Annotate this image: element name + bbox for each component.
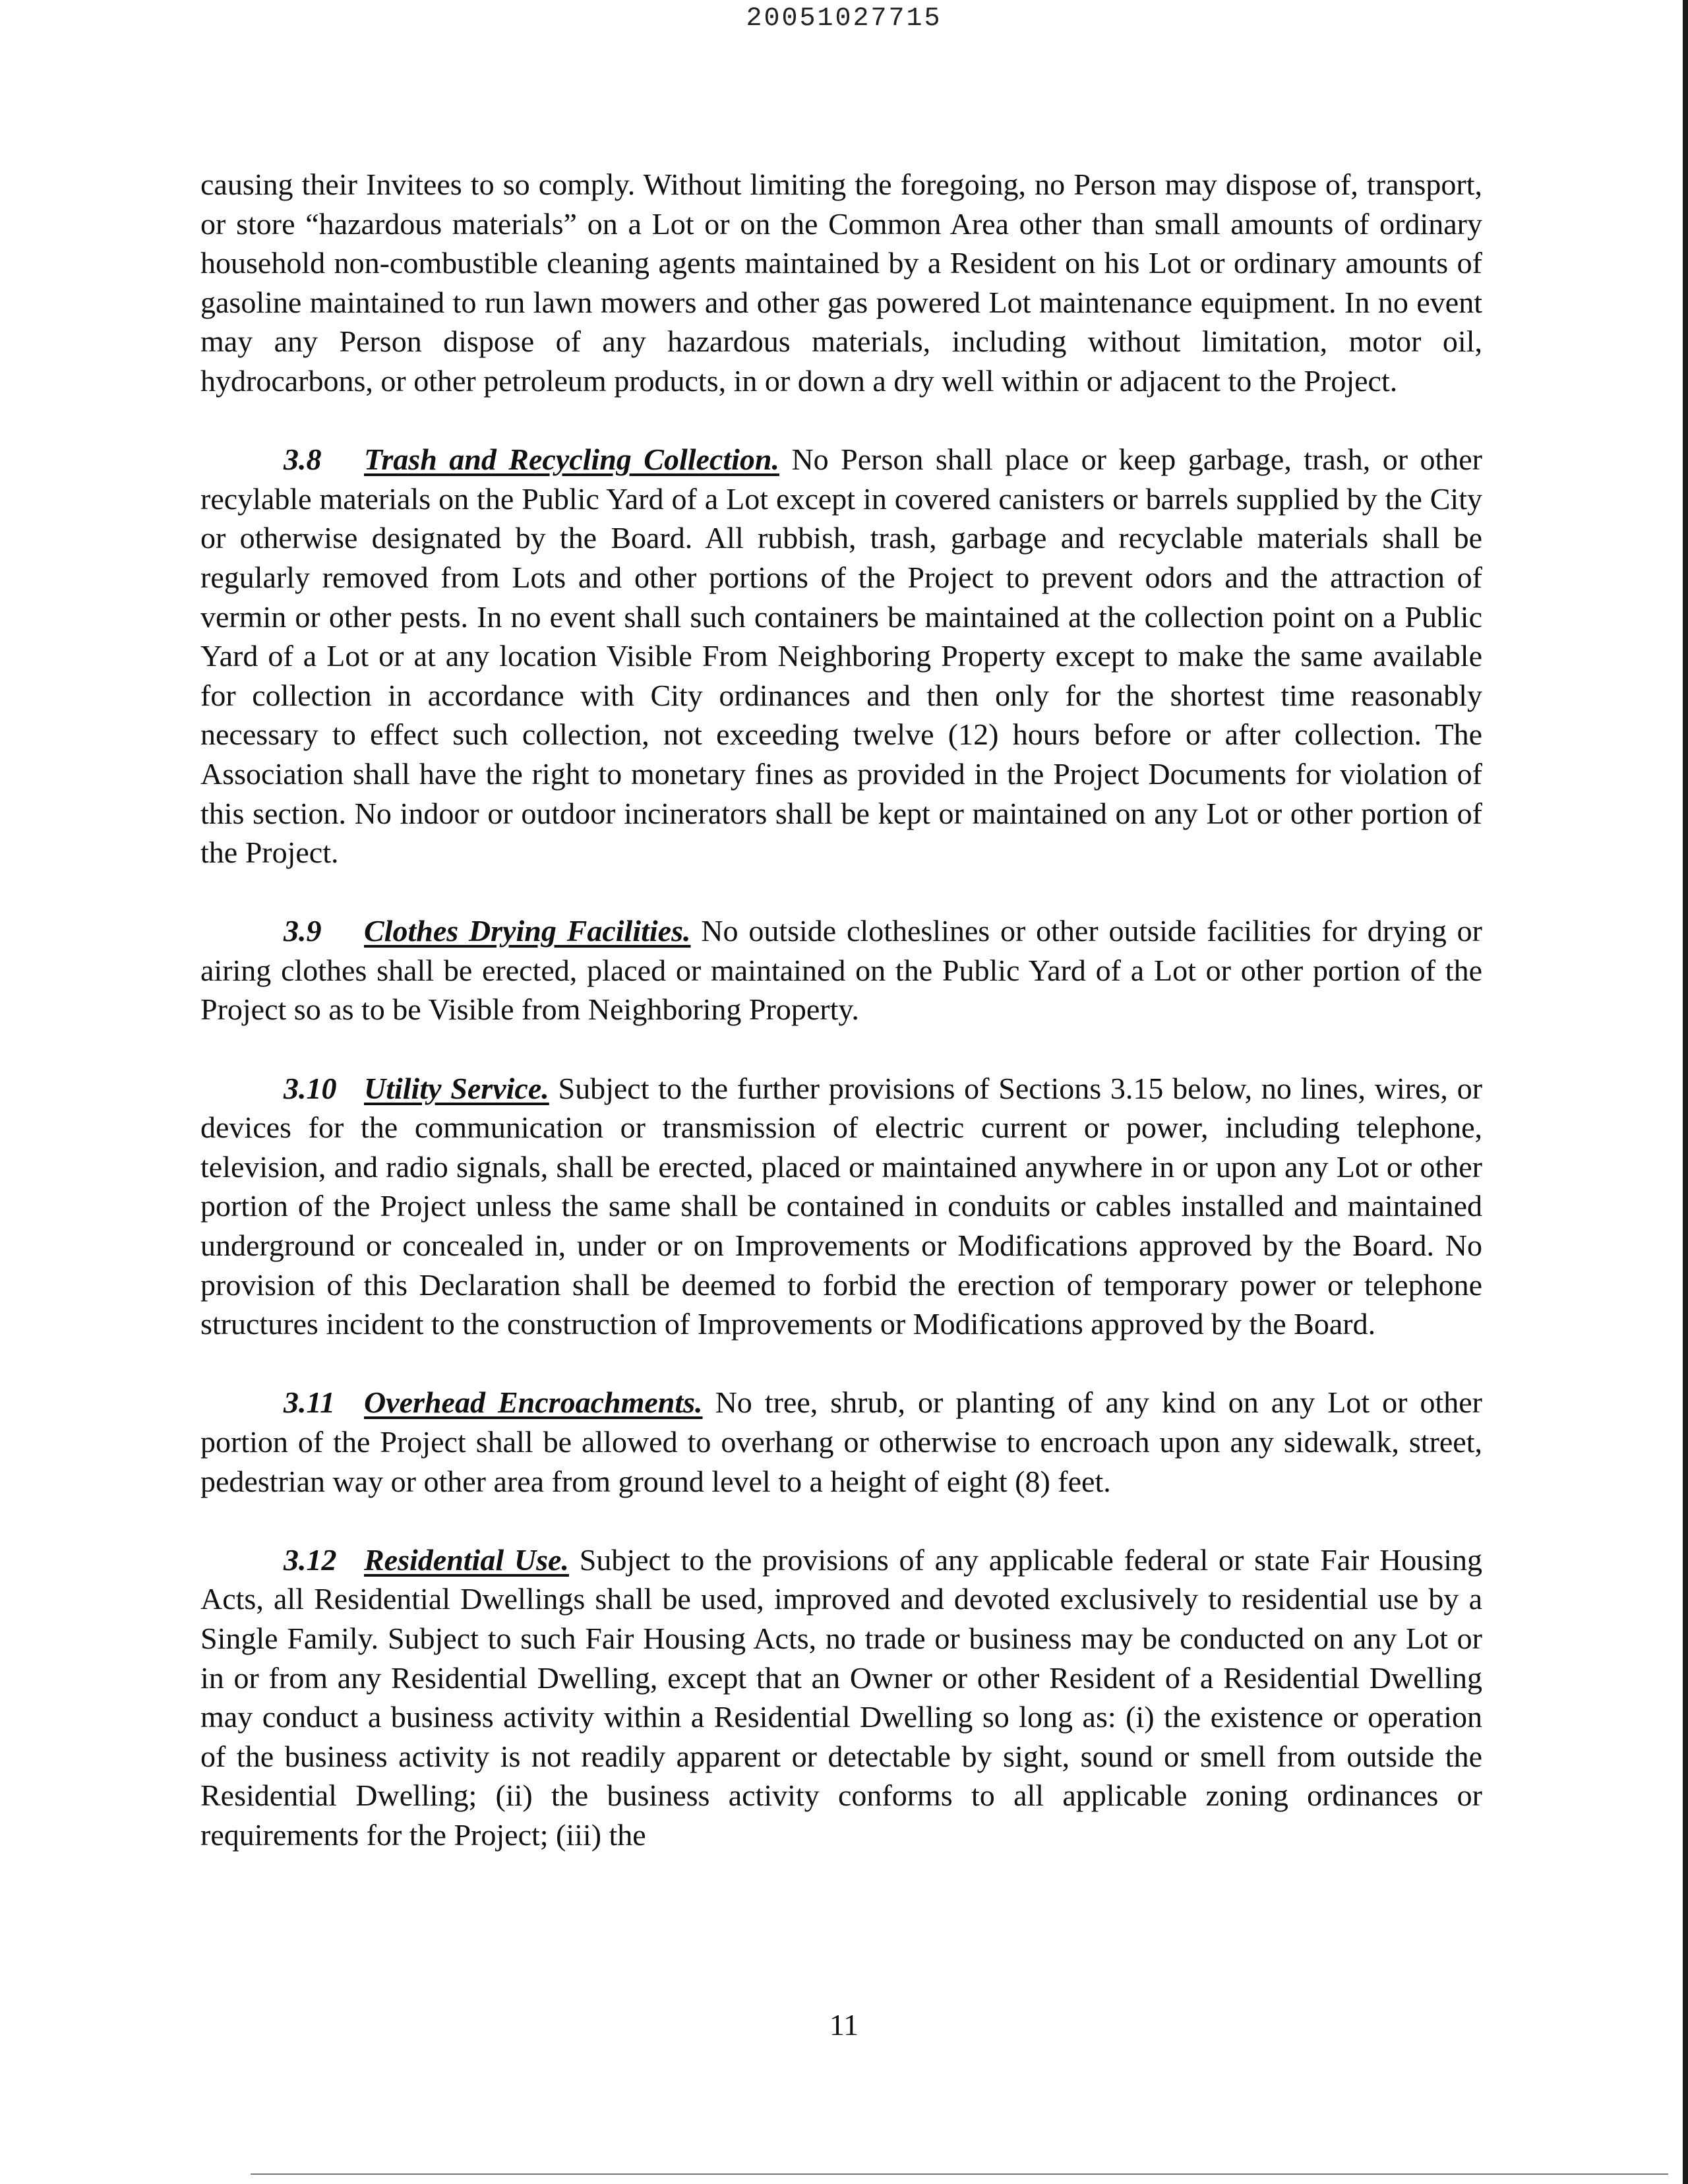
document-body [200,165,1482,1894]
scan-edge-border [1683,0,1688,2184]
section-title: Residential Use. [364,1542,569,1577]
section-3-12 [200,1540,1482,1855]
section-body: No outside clotheslines or other outside facilities for drying or airing clothes shall be erected, placed or maintained on the Public Yard of a Lot or other portion of the Project so as to be Visible from Neighboring Property. [200,914,1482,1027]
section-number: 3.8 [284,442,322,477]
section-number: 3.10 [284,1071,337,1105]
section-body: No Person shall place or keep garbage, trash, or other recylable materials on the Public Yard of a Lot except in covered canisters or barrels supplied by the City or otherwise designated by the Board. All rubbish, trash, garbage and recyclable materials shall be regularly removed from Lots and other portions of the Project to prevent odors and the attraction of vermin or other pests. In no event shall such containers be maintained at the collection point on a Public Yard of a Lot or at any location Visible From Neighboring Property except to make the same available for collection in accordance with City ordinances and then only for the shortest time reasonably necessary to effect such collection, not exceeding twelve (12) hours before or after collection. The Association shall have the right to monetary fines as provided in the Project Documents for violation of this section. No indoor or outdoor incinerators shall be kept or maintained on any Lot or other portion of the Project. [200,442,1482,870]
page-number: 11 [829,2008,859,2042]
section-body: Subject to the provisions of any applicable federal or state Fair Housing Acts, all Residential Dwellings shall be used, improved and devoted exclusively to residential use by a Single Family. Subject to such Fair Housing Acts, no trade or business may be conducted on any Lot or in or from any Residential Dwelling, except that an Owner or other Resident of a Residential Dwelling may conduct a business activity within a Residential Dwelling so long as: (i) the existence or operation of the business activity is not readily apparent or detectable by sight, sound or smell from outside the Residential Dwelling; (ii) the business activity conforms to all applicable zoning ordinances or requirements for the Project; (iii) the [200,1542,1482,1852]
section-title: Trash and Recycling Collection. [364,442,779,477]
section-number: 3.9 [284,914,322,948]
section-body: No tree, shrub, or planting of any kind on any Lot or other portion of the Project shall be allowed to overhang or otherwise to encroach upon any sidewalk, street, pedestrian way or other area from ground level to a height of eight (8) feet. [200,1385,1483,1498]
section-3-11 [200,1383,1482,1501]
scan-bottom-rule [251,2173,1668,2175]
section-3-10 [200,1069,1482,1344]
section-3-9 [200,911,1482,1029]
document-number: 20051027715 [746,4,942,34]
section-title: Utility Service. [364,1071,549,1105]
section-title: Clothes Drying Facilities. [364,914,691,948]
section-title: Overhead Encroachments. [364,1385,703,1420]
section-body: Subject to the further provisions of Sections 3.15 below, no lines, wires, or devices for the communication or transmission of electric current or power, including telephone, television, and radio signals, shall be erected, placed or maintained anywhere in or upon any Lot or other portion of the Project unless the same shall be contained in conduits or cables installed and maintained underground or concealed in, under or on Improvements or Modifications approved by the Board. No provision of this Declaration shall be deemed to forbid the erection of temporary power or telephone structures incident to the construction of Improvements or Modifications approved by the Board. [200,1071,1483,1341]
section-3-8 [200,440,1482,872]
section-number: 3.12 [284,1542,337,1577]
intro-paragraph: causing their Invitees to so comply. Without limiting the foregoing, no Person may dispose of, transport, or store “hazardous materials” on a Lot or on the Common Area other than small amounts of ordinary household non-combustible cleaning agents maintained by a Resident on his Lot or ordinary amounts of gasoline maintained to run lawn mowers and other gas powered Lot maintenance equipment. In no event may any Person dispose of any hazardous materials, including without limitation, motor oil, hydrocarbons, or other petroleum products, in or down a dry well within or adjacent to the Project. [200,167,1482,398]
section-number: 3.11 [284,1385,335,1420]
